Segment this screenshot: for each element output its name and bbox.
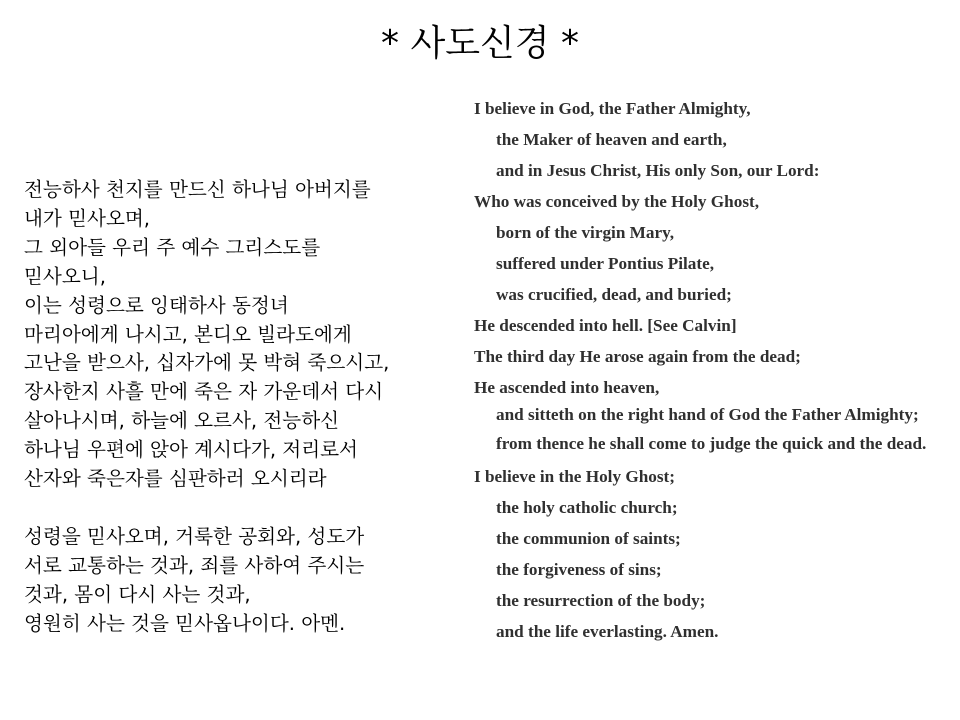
english-line: was crucified, dead, and buried; (496, 285, 732, 304)
english-line: suffered under Pontius Pilate, (496, 254, 715, 273)
korean-creed-text (24, 176, 464, 638)
korean-line: 것과, 몸이 다시 사는 것과, (24, 582, 251, 606)
korean-line: 하나님 우편에 앉아 계시다가, 저리로서 (24, 438, 358, 462)
korean-line: 믿사오니, (24, 264, 106, 288)
english-line: the communion of saints; (496, 529, 681, 548)
paragraph-gap (24, 494, 464, 523)
korean-line: 성령을 믿사오며, 거룩한 공회와, 성도가 (24, 524, 365, 548)
english-line: Who was conceived by the Holy Ghost, (474, 192, 760, 211)
english-line: the resurrection of the body; (496, 591, 706, 610)
english-line: He ascended into heaven, (474, 378, 660, 397)
page-title: * 사도신경 * (381, 23, 579, 64)
english-line: from thence he shall come to judge the quick and the dead. (496, 434, 927, 453)
english-line: He descended into hell. [See Calvin] (474, 316, 737, 335)
english-line: the Maker of heaven and earth, (496, 130, 727, 149)
english-line: The third day He arose again from the dead; (474, 347, 801, 366)
english-line: and sitteth on the right hand of God the Father Almighty; (496, 405, 919, 424)
korean-line: 전능하사 천지를 만드신 하나님 아버지를 (24, 178, 371, 201)
korean-line: 서로 교통하는 것과, 죄를 사하여 주시는 (24, 553, 365, 577)
korean-line: 내가 믿사오며, (24, 206, 151, 230)
korean-line: 그 외아들 우리 주 예수 그리스도를 (24, 235, 321, 259)
english-creed-text (474, 93, 944, 647)
english-line: I believe in the Holy Ghost; (474, 467, 675, 486)
korean-line: 영원히 사는 것을 믿사옵나이다. 아멘. (24, 611, 346, 635)
english-line: born of the virgin Mary, (496, 223, 675, 242)
english-line: and in Jesus Christ, His only Son, our Lord: (496, 161, 820, 180)
korean-line: 이는 성령으로 잉태하사 동정녀 (24, 293, 289, 317)
english-line: the holy catholic church; (496, 498, 678, 517)
korean-line: 고난을 받으사, 십자가에 못 박혀 죽으시고, (24, 351, 390, 375)
korean-line: 마리아에게 나시고, 본디오 빌라도에게 (24, 322, 352, 346)
korean-line: 장사한지 사흘 만에 죽은 자 가운데서 다시 (24, 380, 384, 404)
english-line: I believe in God, the Father Almighty, (474, 99, 751, 118)
korean-line: 산자와 죽은자를 심판하러 오시리라 (24, 467, 327, 491)
english-line: and the life everlasting. Amen. (496, 622, 719, 641)
english-line: the forgiveness of sins; (496, 560, 662, 579)
korean-line: 살아나시며, 하늘에 오르사, 전능하신 (24, 409, 340, 433)
